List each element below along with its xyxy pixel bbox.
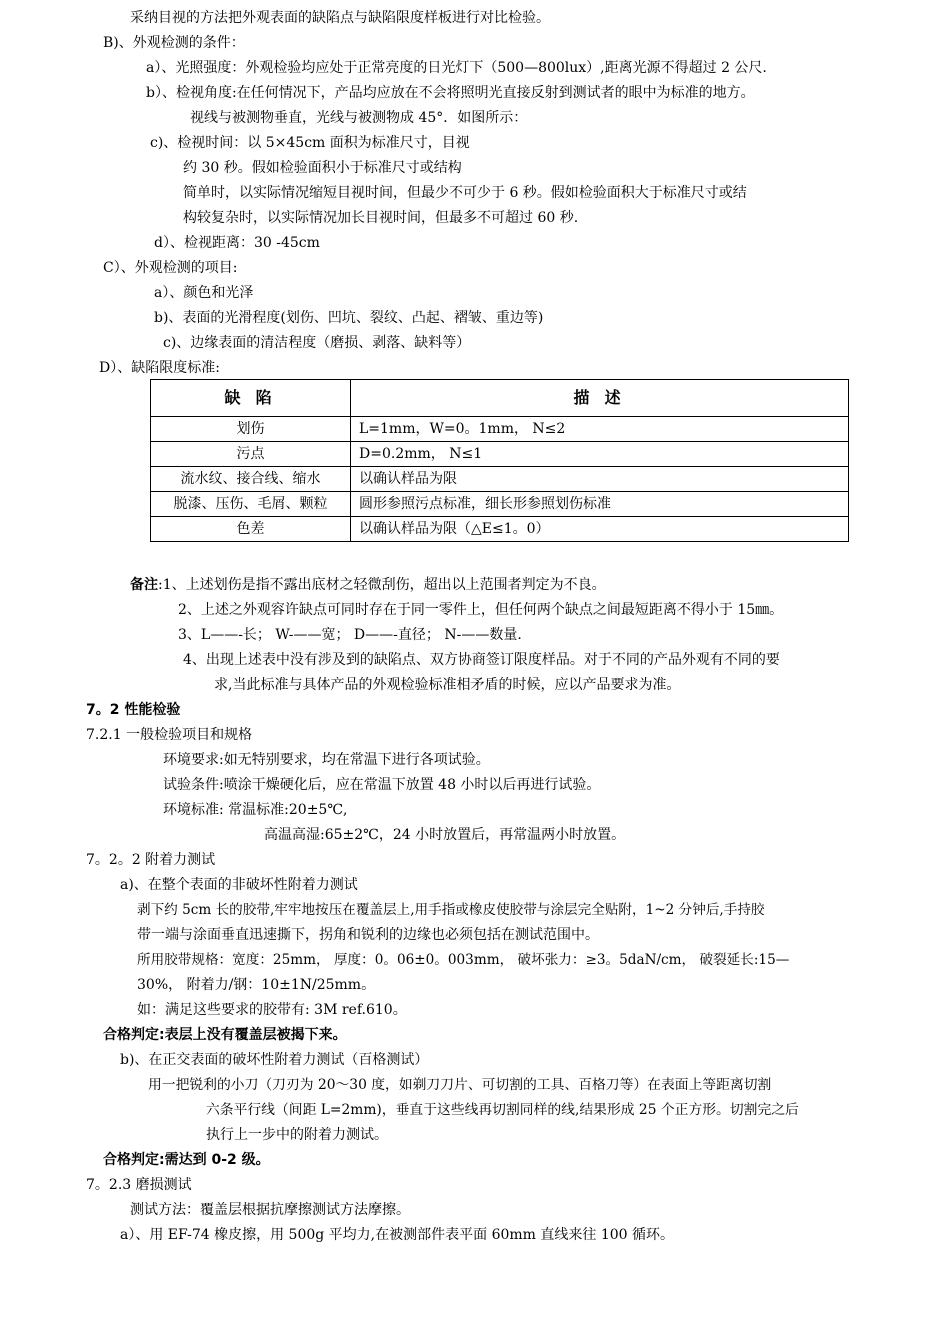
note-line — [130, 576, 606, 594]
table-header-row — [151, 380, 849, 417]
description-cell: 以确认样品为限 — [351, 467, 849, 492]
text-line: 采纳目视的方法把外观表面的缺陷点与缺陷限度样板进行对比检验。 — [130, 10, 550, 26]
text-line: 试验条件:喷涂干燥硬化后，应在常温下放置 48 小时以后再进行试验。 — [163, 777, 601, 793]
pass-criteria: 合格判定:需达到 0-2 级。 — [103, 1152, 270, 1168]
text-line: 视线与被测物垂直，光线与被测物成 45°．如图所示： — [190, 110, 528, 126]
section-heading-c: C）、外观检测的项目: — [103, 260, 238, 276]
defect-cell: 污点 — [151, 442, 351, 467]
text-line: 构较复杂时，以实际情况加长目视时间，但最多不可超过 60 秒. — [183, 210, 579, 226]
defect-cell: 色差 — [151, 517, 351, 542]
description-cell: 以确认样品为限（△E≤1。0） — [351, 517, 849, 542]
table-row — [151, 492, 849, 517]
text-line: 简单时，以实际情况缩短目视时间，但最少不可少于 6 秒。假如检验面积大于标准尺寸或结 — [183, 185, 747, 201]
table-row — [151, 442, 849, 467]
note-line: 3、L——-长； W-——宽； D——-直径； N-——数量. — [178, 627, 522, 643]
text-line: 执行上一步中的附着力测试。 — [206, 1127, 388, 1143]
text-line: 所用胶带规格：宽度：25mm， 厚度：0。06±0。003mm， 破坏张力：≥3。5daN/cm， 破裂延长:15— — [137, 952, 790, 968]
text-line: b）、检视角度:在任何情况下，产品均应放在不会将照明光直接反射到测试者的眼中为标准的地方。 — [146, 85, 755, 101]
text-line: a)、在整个表面的非破坏性附着力测试 — [120, 877, 358, 893]
defect-cell: 划伤 — [151, 417, 351, 442]
table-row — [151, 467, 849, 492]
text-line: 如：满足这些要求的胶带有: 3M ref.610。 — [137, 1002, 407, 1018]
defect-limit-table — [150, 379, 849, 542]
note-line: 2、上述之外观容许缺点可同时存在于同一零件上，但任何两个缺点之间最短距离不得小于 15㎜。 — [178, 602, 784, 618]
text-line: a）、光照强度：外观检验均应处于正常亮度的日光灯下（500—800lux）,距离光源不得超过 2 公尺. — [146, 60, 767, 76]
description-cell: 圆形参照污点标准，细长形参照划伤标准 — [351, 492, 849, 517]
description-cell: D=0.2mm， N≤1 — [351, 442, 849, 467]
text-line: 高温高湿:65±2℃，24 小时放置后，再常温两小时放置。 — [264, 827, 626, 843]
text-line: a）、颜色和光泽 — [154, 285, 254, 301]
pass-criteria: 合格判定:表层上没有覆盖层被揭下来。 — [103, 1027, 347, 1043]
table-row — [151, 517, 849, 542]
subsection-title: 7。2.3 磨损测试 — [86, 1177, 192, 1193]
text-line: 剥下约 5cm 长的胶带,牢牢地按压在覆盖层上,用手指或橡皮使胶带与涂层完全贴附，1~2 分钟后,手持胶 — [137, 902, 765, 918]
note-text: :1、上述划伤是指不露出底材之轻微刮伤，超出以上范围者判定为不良。 — [158, 577, 606, 593]
text-line: c)、检视时间：以 5×45cm 面积为标准尺寸，目视 — [150, 135, 470, 151]
text-line: c)、边缘表面的清洁程度（磨损、剥落、缺料等） — [163, 335, 471, 351]
defect-cell: 流水纹、接合线、缩水 — [151, 467, 351, 492]
text-line: 环境要求:如无特别要求，均在常温下进行各项试验。 — [163, 752, 490, 768]
text-line: b)、表面的光滑程度(划伤、凹坑、裂纹、凸起、褶皱、重边等) — [154, 310, 544, 326]
notes-label: 备注 — [130, 577, 158, 593]
text-line: b)、在正交表面的破坏性附着力测试（百格测试） — [120, 1052, 429, 1068]
section-heading-d: D）、缺陷限度标准: — [99, 360, 220, 376]
table-header-cell: 描 述 — [351, 380, 849, 417]
text-line: a）、用 EF-74 橡皮擦，用 500g 平均力,在被测部件表平面 60mm 直线来往 100 循环。 — [120, 1227, 675, 1243]
text-line: 带一端与涂面垂直迅速撕下，拐角和锐利的边缘也必须包括在测试范围中。 — [137, 927, 599, 943]
text-line: 约 30 秒。假如检验面积小于标准尺寸或结构 — [183, 160, 462, 176]
description-cell: L=1mm，W=0。1mm， N≤2 — [351, 417, 849, 442]
section-heading-b: B)、外观检测的条件： — [103, 35, 245, 51]
table-row — [151, 417, 849, 442]
note-line: 4、出现上述表中没有涉及到的缺陷点、双方协商签订限度样品。对于不同的产品外观有不同的要 — [183, 652, 780, 668]
note-line: 求,当此标准与具体产品的外观检验标准相矛盾的时候，应以产品要求为准。 — [214, 677, 681, 693]
table-header-cell: 缺 陷 — [151, 380, 351, 417]
text-line: 六条平行线（间距 L=2mm)，垂直于这些线再切割同样的线,结果形成 25 个正方形。切割完之后 — [206, 1102, 799, 1118]
section-title: 7。2 性能检验 — [86, 702, 181, 718]
text-line: 用一把锐利的小刀（刀刃为 20～30 度，如剃刀刀片、可切割的工具、百格刀等）在表面上等距离切割 — [148, 1077, 772, 1093]
text-line: d）、检视距离：30 -45cm — [154, 235, 320, 251]
defect-cell: 脱漆、压伤、毛屑、颗粒 — [151, 492, 351, 517]
subsection-title: 7。2。2 附着力测试 — [86, 852, 216, 868]
text-line: 30%， 附着力/钢：10±1N/25mm。 — [137, 977, 376, 993]
text-line: 环境标准: 常温标准:20±5℃, — [163, 802, 348, 818]
text-line: 测试方法：覆盖层根据抗摩擦测试方法摩擦。 — [130, 1202, 410, 1218]
subsection-title: 7.2.1 一般检验项目和规格 — [86, 727, 253, 743]
